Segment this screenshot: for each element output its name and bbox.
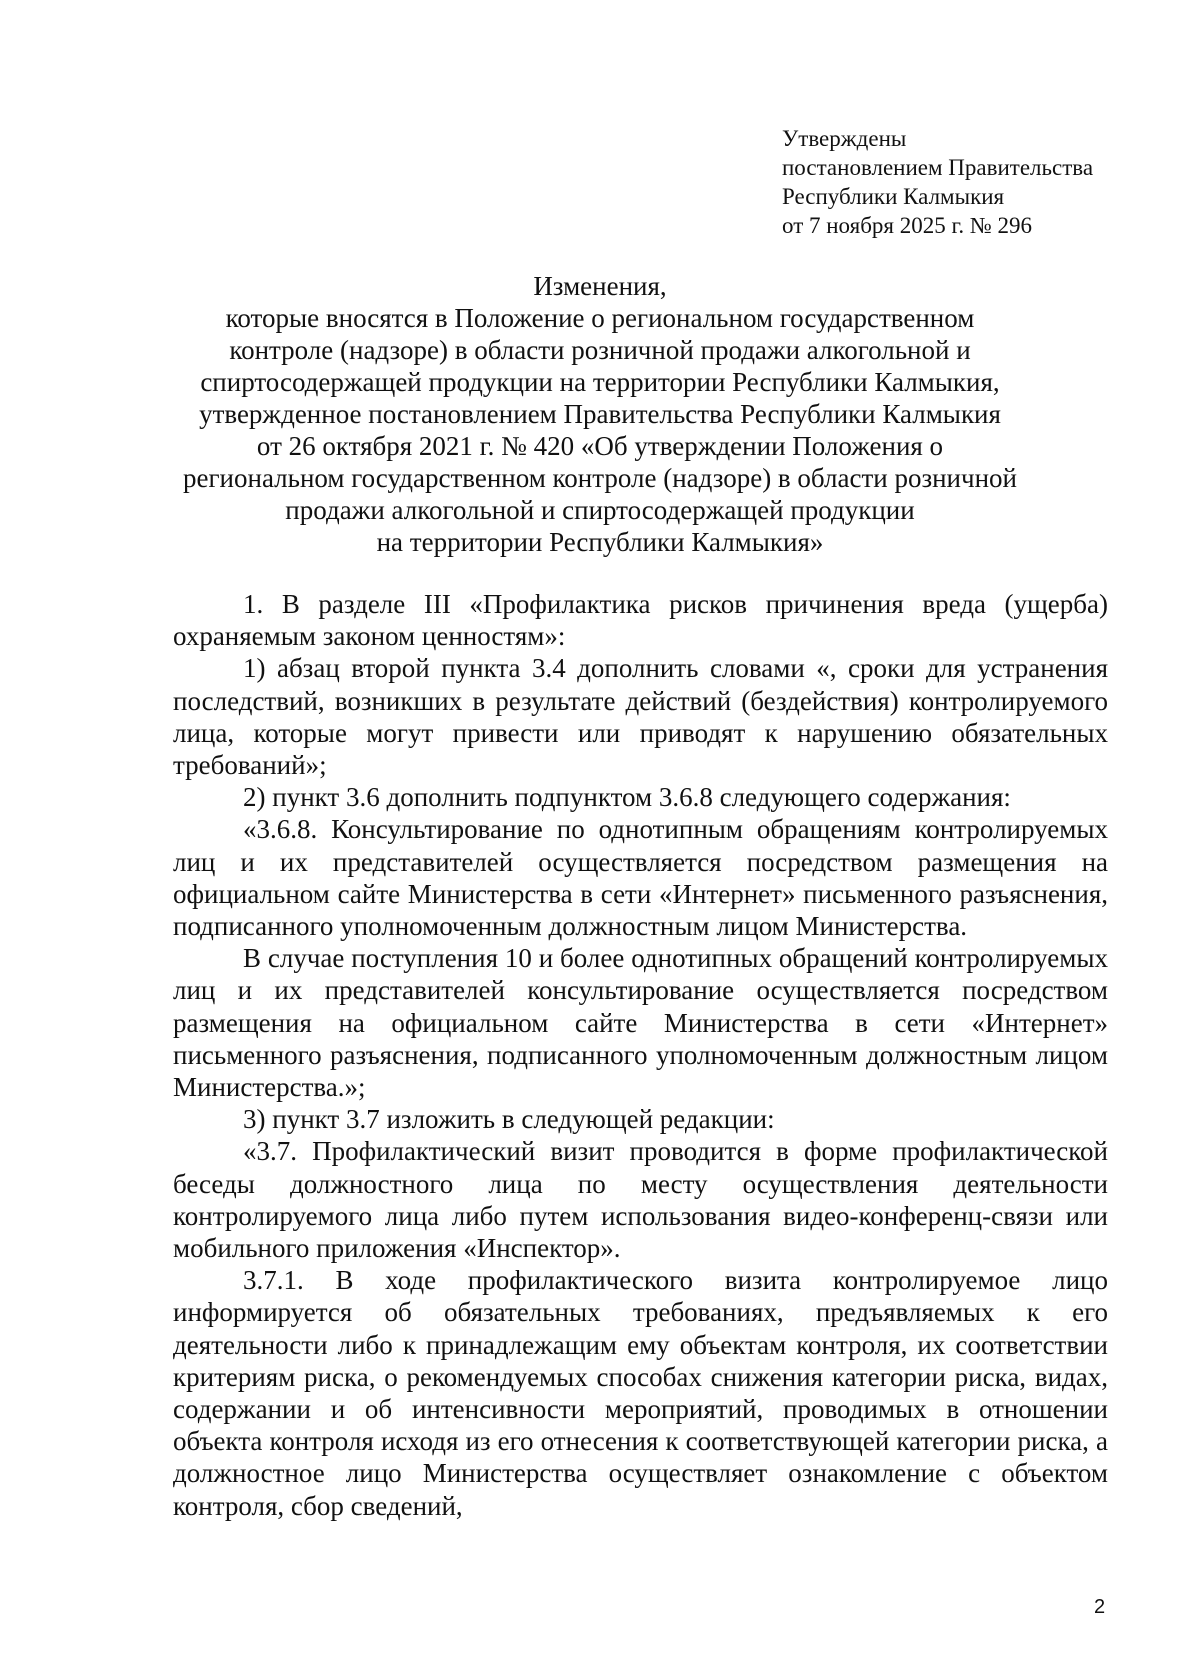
body-paragraph: «3.6.8. Консультирование по однотипным обращениям контролируемых лиц и их представителей осуществляется посредством размещения на официальном сайте Министерства в сети «Интернет» письменного разъяснения, подписанного уполномоченным должностным лицом Министерства. (173, 814, 1108, 942)
body-paragraph: 3) пункт 3.7 изложить в следующей редакции: (243, 1104, 775, 1135)
body-paragraph: 2) пункт 3.6 дополнить подпунктом 3.6.8 следующего содержания: (243, 782, 1011, 813)
page-number: 2 (1094, 1596, 1106, 1618)
title-line: Изменения, (533, 271, 667, 301)
approval-line: Республики Калмыкия (782, 184, 1005, 209)
title-line: от 26 октября 2021 г. № 420 «Об утверждении Положения о (256, 431, 944, 461)
title-line: утвержденное постановлением Правительства Республики Калмыкия (199, 399, 1001, 429)
body-paragraph: 1) абзац второй пункта 3.4 дополнить словами «, сроки для устранения последствий, возникших в результате действий (бездействия) контролируемого лица, которые могут привести или приводят к нарушению обязательных требований»; (173, 653, 1108, 781)
title-line: региональном государственном контроле (надзоре) в области розничной (183, 463, 1017, 493)
approval-block (782, 124, 1093, 240)
body-paragraph: 3.7.1. В ходе профилактического визита контролируемое лицо информируется об обязательных требованиях, предъявляемых к его деятельности либо к принадлежащим ему объектам контроля, их соответствии критериям риска, о рекомендуемых способах снижения категории риска, видах, содержании и об интенсивности мероприятий, проводимых в отношении объекта контроля исходя из его отнесения к соответствующей категории риска, а должностное лицо Министерства осуществляет ознакомление с объектом контроля, сбор сведений, (173, 1265, 1108, 1521)
body-paragraph: 1. В разделе III «Профилактика рисков причинения вреда (ущерба) охраняемым законом ценностям»: (173, 589, 1108, 652)
title-line: спиртосодержащей продукции на территории Республики Калмыкия, (200, 367, 1000, 397)
approval-line: от 7 ноября 2025 г. № 296 (782, 213, 1033, 238)
title-line: контроле (надзоре) в области розничной продажи алкогольной и (229, 335, 971, 365)
approval-line: Утверждены (782, 126, 907, 151)
document-body (173, 588, 1108, 1522)
body-paragraph: В случае поступления 10 и более однотипных обращений контролируемых лиц и их представителей консультирование осуществляется посредством размещения на официальном сайте Министерства в сети «Интернет» письменного разъяснения, подписанного уполномоченным должностным лицом Министерства.»; (173, 943, 1108, 1103)
title-line: на территории Республики Калмыкия» (376, 527, 824, 557)
body-paragraph: «3.7. Профилактический визит проводится в форме профилактической беседы должностного лица по месту осуществления деятельности контролируемого лица либо путем использования видео-конференц-связи или мобильного приложения «Инспектор». (173, 1136, 1108, 1264)
approval-line: постановлением Правительства (782, 155, 1094, 180)
title-line: которые вносятся в Положение о региональном государственном (225, 303, 975, 333)
title-line: продажи алкогольной и спиртосодержащей продукции (285, 495, 915, 525)
document-title (170, 270, 1030, 558)
